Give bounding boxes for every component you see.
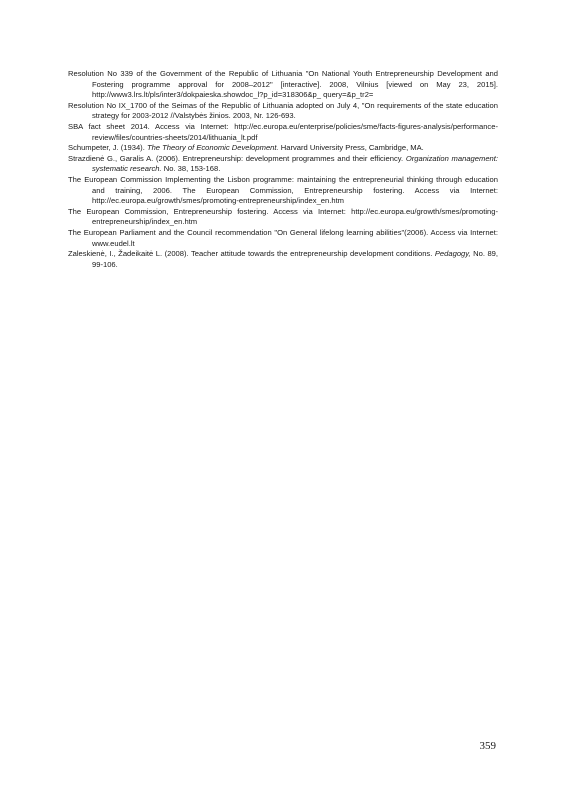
page-number: 359 (479, 740, 496, 752)
reference-text: SBA fact sheet 2014. Access via Internet: http://ec.europa.eu/enterprise/policies/sme/facts-figures-analysis/performance-review/files/countries-sheets/2014/lithuania_lt.pdf (68, 121, 498, 142)
reference-text: Strazdienė G., Garalis A. (2006). Entrepreneurship: development programmes and their efficiency. (68, 153, 406, 163)
references-list (68, 69, 498, 270)
reference-entry (68, 101, 498, 122)
reference-text: Resolution No IX_1700 of the Seimas of the Republic of Lithuania adopted on July 4, "On requirements of the state education strategy for 2003-2012 //Valstybės žinios. 2003, Nr. 126-693. (68, 100, 498, 121)
reference-title: Pedagogy, (434, 249, 471, 259)
reference-entry (68, 143, 498, 154)
reference-text: Resolution No 339 of the Government of the Republic of Lithuania "On National Youth Entrepreneurship Development and Fostering programme approval for 2008–2012" [interactive]. 2008, Vilnius [viewed on May 23, 2015]. http://www3.lrs.lt/pls/inter3/dokpaieska.showdoc_l?p_id=318306&p_ query=&p_tr2= (68, 69, 498, 100)
reference-entry (68, 175, 498, 207)
reference-text: The European Commission Implementing the Lisbon programme: maintaining the entrepreneurial thinking through education and training, 2006. The European Commission, Entrepreneurship fostering. Access via Internet: http://ec.europa.eu/growth/smes/promoting-entrepreneurship/index_en.htm (68, 174, 498, 206)
reference-details: No. 38, 153-168. (161, 164, 221, 174)
reference-entry (68, 249, 498, 270)
reference-title: The Theory of Economic Development. (146, 143, 279, 153)
reference-text: Zaleskienė, I., Žadeikaitė L. (2008). Teacher attitude towards the entrepreneurship development conditions. (68, 249, 435, 259)
reference-entry (68, 122, 498, 143)
reference-text: Schumpeter, J. (1934). (68, 143, 147, 153)
reference-entry (68, 207, 498, 228)
reference-title: Organization management: systematic research. (92, 153, 498, 174)
reference-entry (68, 154, 498, 175)
reference-details: No. 89, 99-106. (92, 249, 499, 269)
reference-details: Harvard University Press, Cambridge, MA. (278, 143, 424, 153)
reference-entry (68, 69, 498, 101)
reference-text: The European Commission, Entrepreneurship fostering. Access via Internet: http://ec.europa.eu/growth/smes/promoting-entrepreneurship/index_en.htm (68, 206, 498, 227)
reference-text: The European Parliament and the Council recommendation "On General lifelong learning abilities"(2006). Access via Internet: www.eudel.lt (68, 227, 498, 248)
reference-entry (68, 228, 498, 249)
